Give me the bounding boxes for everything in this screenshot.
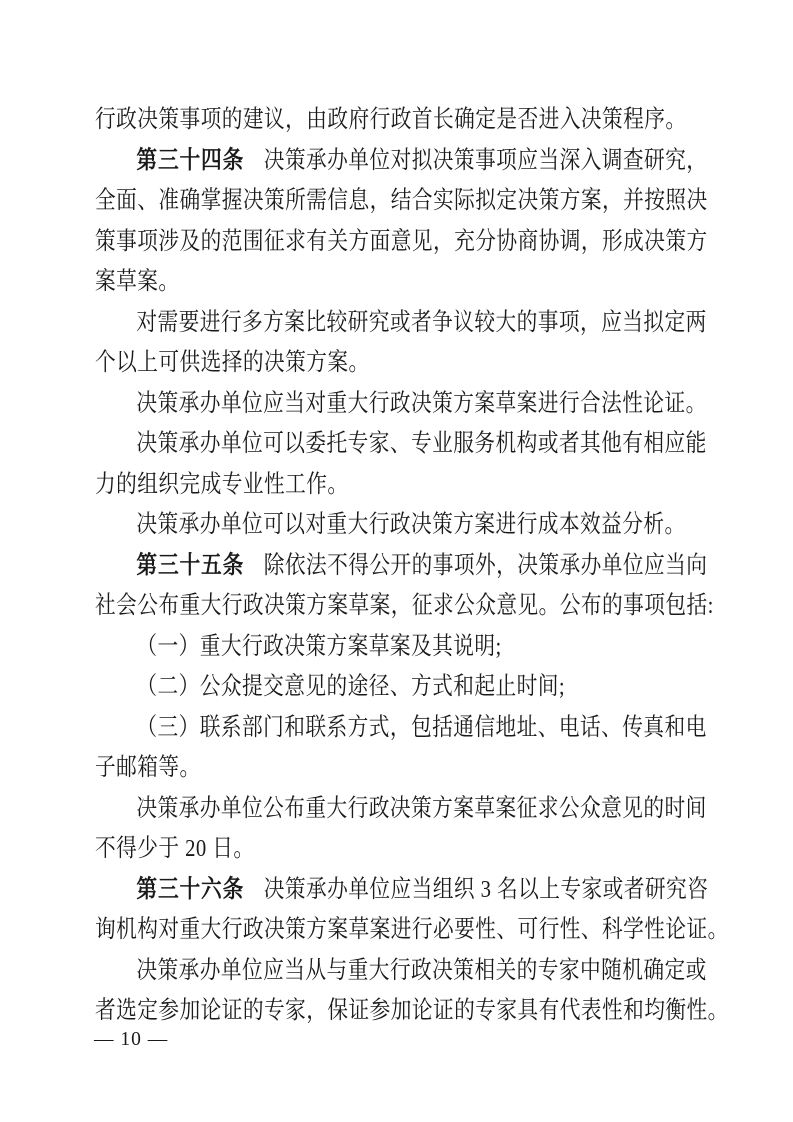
article-34-heading-line (95, 141, 708, 182)
list-item-1-line (95, 627, 612, 668)
text-line (95, 384, 707, 425)
line-text: 策事项涉及的范围征求有关方面意见，充分协商协调，形成决策方 (95, 227, 708, 255)
line-text: 决策承办单位应当组织 3 名以上专家或者研究咨 (263, 875, 709, 903)
line-text: 除依法不得公开的事项外，决策承办单位应当向 (263, 551, 708, 579)
text-line (95, 586, 714, 627)
line-text: 决策承办单位应当从与重大行政决策相关的专家中随机确定或 (136, 956, 707, 984)
text-line (95, 465, 612, 506)
text-line (95, 910, 729, 951)
article-35-heading-line (95, 546, 708, 587)
line-text: 子邮箱等。 (95, 754, 201, 781)
line-text: 询机构对重大行政决策方案草案进行必要性、可行性、科学性论证。 (95, 916, 729, 943)
line-text: 个以上可供选择的决策方案。 (95, 349, 370, 376)
text-line (95, 262, 612, 303)
line-text: 决策承办单位应当对重大行政决策方案草案进行合法性论证。 (136, 389, 707, 417)
text-line (95, 343, 612, 384)
line-text: 者选定参加论证的专家，保证参加论证的专家具有代表性和均衡性。 (95, 997, 729, 1024)
line-text: 不得少于 20 日。 (95, 835, 255, 862)
line-text: 决策承办单位可以对重大行政决策方案进行成本效益分析。 (136, 511, 686, 538)
document-body (95, 100, 729, 1032)
line-text: 决策承办单位对拟决策事项应当深入调查研究， (263, 146, 708, 174)
text-line (95, 181, 708, 222)
text-line (95, 424, 707, 465)
text-line (95, 303, 707, 344)
article-number: 第三十五条 (136, 551, 245, 579)
article-number: 第三十六条 (136, 875, 245, 903)
list-item-3-line (95, 708, 707, 749)
text-line (95, 505, 686, 546)
line-text: 力的组织完成专业性工作。 (95, 470, 349, 498)
text-line (95, 829, 612, 870)
text-line (95, 951, 707, 992)
line-text: （一）重大行政决策方案草案及其说明; (136, 632, 502, 660)
line-text: 行政决策事项的建议，由政府行政首长确定是否进入决策程序。 (95, 106, 687, 133)
text-line (95, 100, 687, 141)
line-text: （三）联系部门和联系方式，包括通信地址、电话、传真和电 (136, 713, 707, 741)
line-text: 社会公布重大行政决策方案草案，征求公众意见。公布的事项包括: (95, 592, 714, 619)
line-text: 决策承办单位公布重大行政决策方案草案征求公众意见的时间 (136, 794, 707, 822)
line-text: 全面、准确掌握决策所需信息，结合实际拟定决策方案，并按照决 (95, 187, 708, 214)
line-text: 对需要进行多方案比较研究或者争议较大的事项，应当拟定两 (136, 308, 707, 336)
text-line (95, 748, 612, 789)
page-number: — 10 — (94, 1029, 169, 1050)
line-text: （二）公众提交意见的途径、方式和起止时间; (136, 673, 566, 700)
text-line (95, 991, 729, 1032)
article-number: 第三十四条 (136, 146, 245, 174)
line-text: 决策承办单位可以委托专家、专业服务机构或者其他有相应能 (136, 430, 707, 457)
list-item-2-line (95, 667, 612, 708)
text-line (95, 789, 707, 830)
line-text: 案草案。 (95, 268, 180, 295)
text-line (95, 222, 708, 263)
article-36-heading-line (95, 870, 709, 911)
